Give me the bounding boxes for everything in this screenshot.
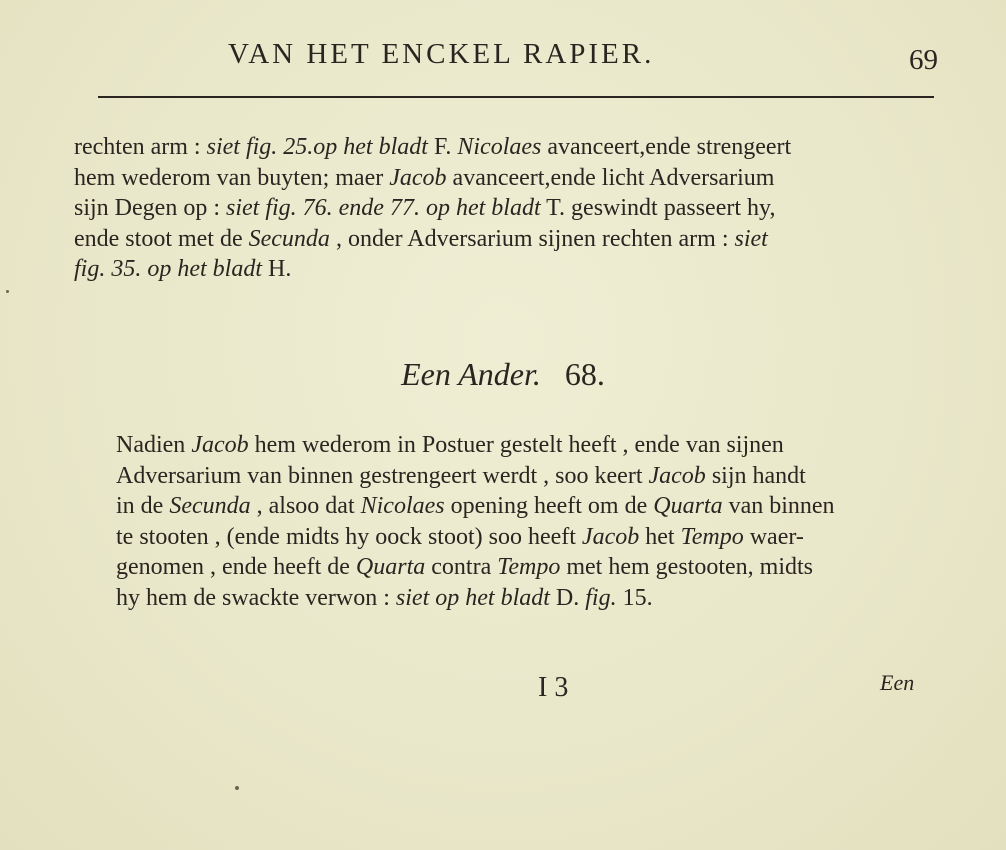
text-run: te stooten , (ende midts hy oock stoot) soo heeft	[116, 523, 582, 550]
text-line	[74, 163, 946, 194]
text-run: D.	[549, 584, 586, 611]
text-run: T. geswindt passeert hy,	[540, 195, 776, 221]
italic-run: Quarta	[653, 493, 723, 519]
text-run: genomen , ende heeft de	[116, 554, 356, 580]
text-run: rechten arm :	[74, 134, 207, 160]
section-heading	[0, 356, 1006, 393]
italic-run: fig. 35. op het bladt	[74, 256, 262, 282]
paper-speck	[6, 290, 9, 293]
text-run: Nadien	[116, 432, 192, 458]
text-run: sijn handt	[705, 462, 806, 489]
text-run: hem wederom in Postuer gestelt heeft , ende van sijnen	[248, 432, 784, 458]
text-run: in de	[116, 493, 170, 519]
text-run: het	[639, 523, 681, 550]
italic-run: Quarta	[355, 554, 426, 580]
text-line	[74, 132, 946, 163]
italic-run: Jacob	[648, 462, 706, 489]
italic-run: Jacob	[581, 523, 640, 550]
text-run: avanceert,ende strengeert	[541, 134, 792, 160]
text-run: contra	[425, 554, 498, 580]
italic-run: Nicolaes	[457, 134, 542, 160]
text-run: 15.	[616, 584, 653, 611]
running-title: VAN HET ENCKEL RAPIER.	[228, 38, 655, 70]
text-run: Adversarium van binnen gestrengeert werdt , soo keert	[116, 462, 649, 489]
text-line	[74, 552, 946, 583]
text-run: H.	[262, 256, 292, 282]
text-run: van binnen	[722, 493, 835, 519]
italic-run: Secunda	[169, 493, 251, 519]
running-head	[98, 38, 958, 82]
paragraph-1	[74, 132, 946, 285]
italic-run: Jacob	[389, 164, 447, 191]
italic-run: siet op het bladt	[395, 584, 550, 611]
catchword: Een	[880, 670, 915, 695]
section-number: 68.	[564, 356, 605, 392]
italic-run: Jacob	[191, 432, 249, 458]
text-line	[74, 193, 946, 224]
italic-run: siet fig. 25.op het bladt	[206, 134, 428, 160]
text-line	[74, 430, 946, 461]
text-run: met hem gestooten, midts	[560, 554, 813, 580]
text-line	[74, 583, 946, 614]
italic-run: Tempo	[680, 523, 744, 550]
text-run: opening heeft om de	[444, 493, 654, 519]
text-run: , onder Adversarium sijnen rechten arm :	[329, 225, 735, 252]
text-run: hy hem de swackte verwon :	[116, 584, 396, 611]
text-line	[74, 491, 946, 522]
italic-run: Secunda	[248, 225, 330, 252]
text-line	[74, 522, 946, 553]
text-run: waer-	[743, 523, 804, 550]
signature-mark: I 3	[538, 672, 569, 703]
text-run: ende stoot met de	[74, 225, 249, 252]
text-line	[74, 224, 946, 255]
header-rule	[98, 96, 934, 98]
text-run: , alsoo dat	[250, 493, 361, 519]
italic-run: Nicolaes	[360, 493, 445, 519]
italic-run: Tempo	[497, 554, 561, 580]
paper-speck	[235, 786, 239, 790]
text-line	[74, 254, 946, 285]
italic-run: fig.	[585, 584, 617, 611]
page-number: 69	[909, 44, 938, 76]
text-run: sijn Degen op :	[74, 195, 226, 221]
text-line	[74, 461, 946, 492]
italic-run: siet fig. 76. ende 77. op het bladt	[225, 195, 541, 221]
section-title: Een Ander.	[401, 356, 541, 392]
paragraph-2	[74, 430, 946, 613]
text-run: avanceert,ende licht Adversarium	[446, 164, 775, 191]
italic-run: siet	[734, 225, 768, 252]
text-run: F.	[427, 134, 458, 160]
text-run: hem wederom van buyten; maer	[74, 164, 390, 191]
